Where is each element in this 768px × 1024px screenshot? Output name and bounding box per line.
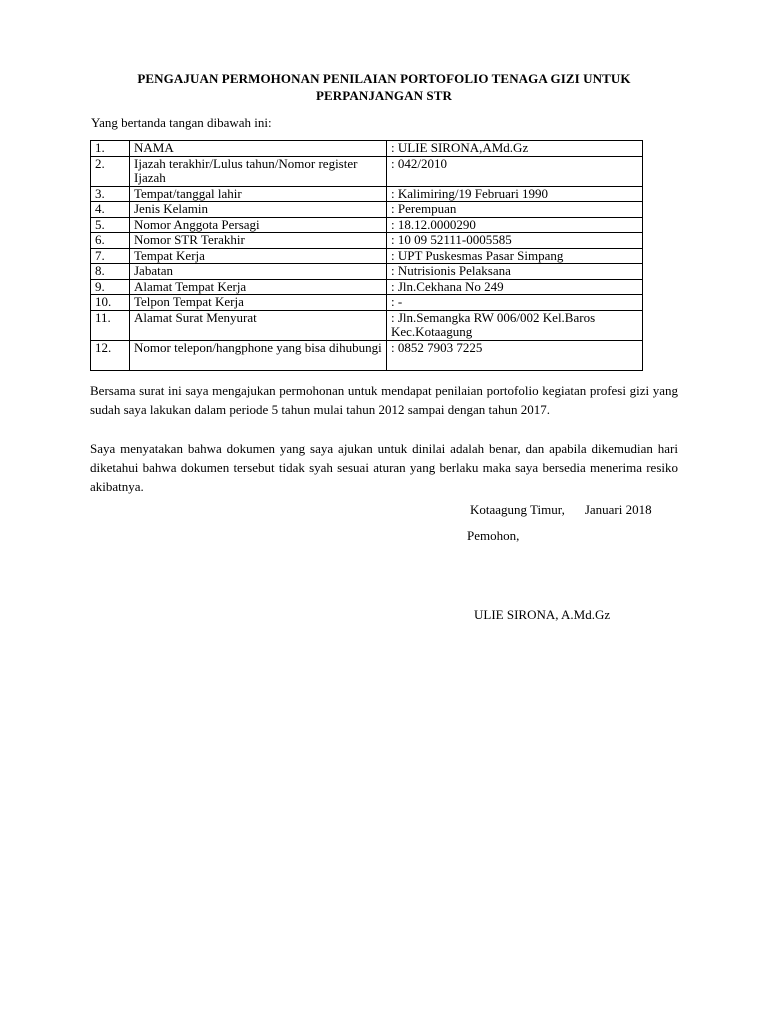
document-title: [90, 70, 678, 104]
row-label: Ijazah terakhir/Lulus tahun/Nomor register Ijazah: [130, 156, 387, 186]
table-row: [91, 156, 643, 186]
row-value: : Jln.Cekhana No 249: [387, 279, 643, 295]
table-row: [91, 279, 643, 295]
row-number: 7.: [91, 248, 130, 264]
row-value: : 18.12.0000290: [387, 217, 643, 233]
title-line-1: PENGAJUAN PERMOHONAN PENILAIAN PORTOFOLIO TENAGA GIZI UNTUK: [137, 71, 631, 86]
table-row: [91, 264, 643, 280]
row-number: 1.: [91, 141, 130, 157]
row-number: 3.: [91, 186, 130, 202]
row-value: : ULIE SIRONA,AMd.Gz: [387, 141, 643, 157]
row-number: 8.: [91, 264, 130, 280]
row-label: Telpon Tempat Kerja: [130, 295, 387, 311]
place-and-date: [470, 501, 652, 518]
row-label: Alamat Surat Menyurat: [130, 310, 387, 340]
row-value: : 0852 7903 7225: [387, 340, 643, 370]
row-value: : Jln.Semangka RW 006/002 Kel.Baros Kec.Kotaagung: [387, 310, 643, 340]
row-label: Alamat Tempat Kerja: [130, 279, 387, 295]
applicant-info-table: [90, 140, 643, 371]
table-row: [91, 233, 643, 249]
place-text: Kotaagung Timur,: [470, 502, 565, 517]
row-label: Tempat/tanggal lahir: [130, 186, 387, 202]
row-number: 11.: [91, 310, 130, 340]
row-value: : Kalimiring/19 Februari 1990: [387, 186, 643, 202]
row-label: NAMA: [130, 141, 387, 157]
table-row: [91, 202, 643, 218]
applicant-label: Pemohon,: [467, 528, 520, 543]
title-line-2: PERPANJANGAN STR: [315, 88, 453, 103]
row-number: 2.: [91, 156, 130, 186]
statement-paragraph: Saya menyatakan bahwa dokumen yang saya ajukan untuk dinilai adalah benar, dan apabila dikemudian hari diketahui bahwa dokumen tersebut tidak syah sesuai aturan yang berlaku maka saya bersedia menerima resiko akibatnya.: [90, 441, 678, 494]
row-number: 12.: [91, 340, 130, 370]
row-value: : 10 09 52111-0005585: [387, 233, 643, 249]
table-row: [91, 141, 643, 157]
table-row: [91, 340, 643, 370]
request-paragraph: Bersama surat ini saya mengajukan permohonan untuk mendapat penilaian portofolio kegiatan profesi gizi yang sudah saya lakukan dalam periode 5 tahun mulai tahun 2012 sampai dengan tahun 2017.: [90, 383, 678, 417]
table-row: [91, 186, 643, 202]
row-label: Nomor telepon/hangphone yang bisa dihubungi: [130, 340, 387, 370]
row-value: : UPT Puskesmas Pasar Simpang: [387, 248, 643, 264]
row-value: : Perempuan: [387, 202, 643, 218]
row-label: Tempat Kerja: [130, 248, 387, 264]
row-label: Nomor STR Terakhir: [130, 233, 387, 249]
row-label: Jabatan: [130, 264, 387, 280]
row-value: : 042/2010: [387, 156, 643, 186]
row-number: 4.: [91, 202, 130, 218]
row-number: 9.: [91, 279, 130, 295]
row-value: : -: [387, 295, 643, 311]
row-label: Jenis Kelamin: [130, 202, 387, 218]
table-row: [91, 217, 643, 233]
row-number: 6.: [91, 233, 130, 249]
table-row: [91, 295, 643, 311]
row-value: : Nutrisionis Pelaksana: [387, 264, 643, 280]
row-number: 10.: [91, 295, 130, 311]
signature-name: ULIE SIRONA, A.Md.Gz: [474, 607, 611, 622]
row-label: Nomor Anggota Persagi: [130, 217, 387, 233]
date-text: Januari 2018: [584, 502, 652, 517]
intro-text: Yang bertanda tangan dibawah ini:: [91, 115, 272, 130]
row-number: 5.: [91, 217, 130, 233]
table-row: [91, 310, 643, 340]
table-row: [91, 248, 643, 264]
